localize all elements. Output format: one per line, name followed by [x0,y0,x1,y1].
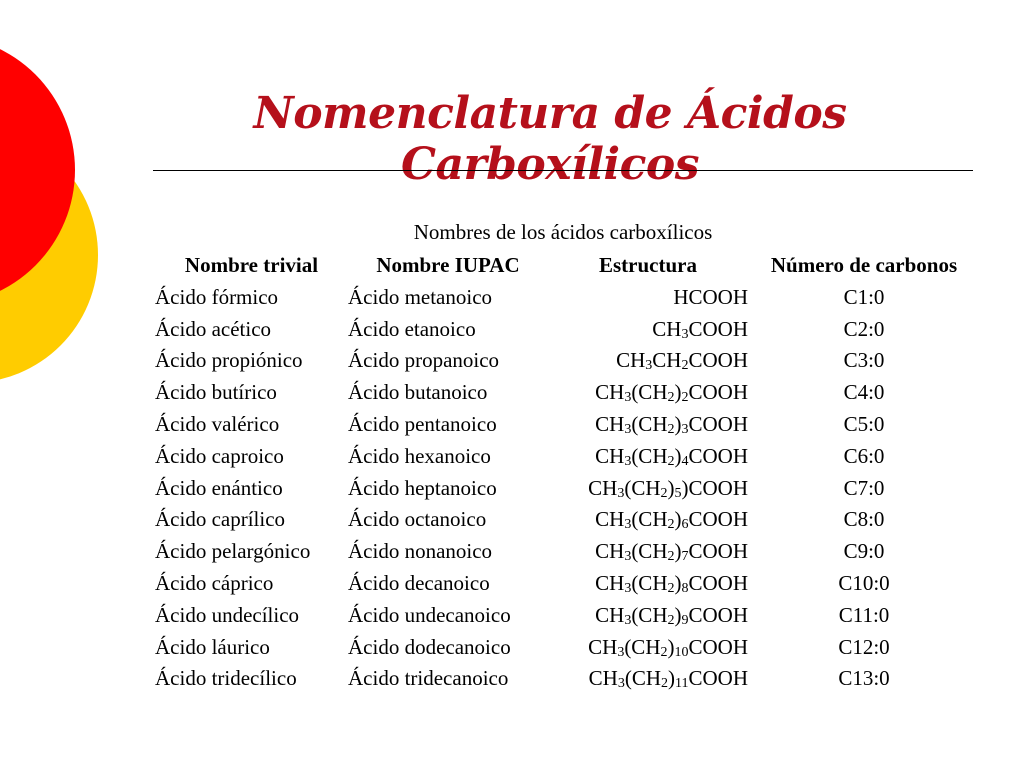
title-divider [153,170,973,171]
trivial-name-cell: Ácido cáprico [155,570,274,595]
iupac-name-cell: Ácido octanoico [348,507,487,532]
table-row [152,504,980,536]
iupac-name-cell: Ácido dodecanoico [348,634,511,659]
header-trivial-name: Nombre trivial [184,253,319,277]
table-row [152,568,980,600]
structure-cell: $CH_3COOH$ [652,316,748,342]
trivial-name-cell: Ácido pelargónico [155,539,311,564]
table-row [152,314,980,346]
structure-cell: $CH_3(CH_2)_9COOH$ [595,602,748,628]
carbon-number-cell: C8:0 [843,507,885,532]
carbon-number-cell: C6:0 [843,443,885,468]
table-caption: Nombres de los ácidos carboxílicos [413,220,713,244]
structure-cell: $CH_3CH_2COOH$ [616,348,748,374]
structure-cell: $CH_3(CH_2)_2COOH$ [595,380,748,406]
iupac-name-cell: Ácido hexanoico [348,443,491,468]
trivial-name-cell: Ácido acético [155,316,272,341]
structure-cell: $CH_3(CH_2)_{10}COOH$ [588,634,748,660]
carbon-number-cell: C7:0 [843,475,885,500]
iupac-name-cell: Ácido heptanoico [348,475,497,500]
carbon-number-cell: C1:0 [843,284,885,309]
table-header-row [152,250,980,282]
table-row [152,663,980,695]
trivial-name-cell: Ácido valérico [155,411,280,436]
structure-cell: HCOOH [673,284,748,309]
structure-cell: $CH_3(CH_2)_5)COOH$ [588,475,748,501]
carbon-number-cell: C3:0 [843,348,885,373]
carbon-number-cell: C13:0 [838,666,890,691]
trivial-name-cell: Ácido tridecílico [155,666,297,691]
structure-cell: $CH_3(CH_2)_6COOH$ [595,507,748,533]
structure-cell: $CH_3(CH_2)_4COOH$ [595,443,748,469]
table-row [152,632,980,664]
iupac-name-cell: Ácido butanoico [348,380,488,405]
table-row [152,409,980,441]
carbon-number-cell: C5:0 [843,411,885,436]
carbon-number-cell: C2:0 [843,316,885,341]
structure-cell: $CH_3(CH_2)_8COOH$ [595,570,748,596]
trivial-name-cell: Ácido enántico [155,475,283,500]
table-row [152,600,980,632]
header-iupac-name: Nombre IUPAC [376,253,520,277]
carbon-number-cell: C4:0 [843,380,885,405]
table-row [152,473,980,505]
table-row [152,345,980,377]
iupac-name-cell: Ácido etanoico [348,316,476,341]
carbon-number-cell: C10:0 [838,570,890,595]
carbon-number-cell: C11:0 [838,602,890,627]
trivial-name-cell: Ácido caprílico [155,507,286,532]
iupac-name-cell: Ácido metanoico [348,284,493,309]
iupac-name-cell: Ácido propanoico [348,348,500,373]
table-row [152,282,980,314]
trivial-name-cell: Ácido undecílico [155,602,300,627]
decorative-circles [0,0,110,420]
trivial-name-cell: Ácido butírico [155,380,277,405]
structure-cell: $CH_3(CH_2)_3COOH$ [595,411,748,437]
trivial-name-cell: Ácido fórmico [155,284,279,309]
iupac-name-cell: Ácido tridecanoico [348,666,509,691]
iupac-name-cell: Ácido undecanoico [348,602,511,627]
header-carbon-number: Número de carbonos [770,253,958,277]
table-row [152,377,980,409]
header-structure: Estructura [599,253,697,277]
structure-cell: $CH_3(CH_2)_7COOH$ [595,539,748,565]
structure-cell: $CH_3(CH_2)_{11}COOH$ [588,666,748,692]
slide-title: Nomenclatura de Ácidos Carboxílicos [253,88,847,190]
iupac-name-cell: Ácido pentanoico [348,411,497,436]
table-row [152,441,980,473]
carbon-number-cell: C9:0 [843,539,885,564]
iupac-name-cell: Ácido nonanoico [348,539,493,564]
acids-table [152,250,980,695]
trivial-name-cell: Ácido propiónico [155,348,303,373]
iupac-name-cell: Ácido decanoico [348,570,490,595]
carbon-number-cell: C12:0 [838,634,890,659]
trivial-name-cell: Ácido láurico [155,634,270,659]
trivial-name-cell: Ácido caproico [155,443,284,468]
table-row [152,536,980,568]
